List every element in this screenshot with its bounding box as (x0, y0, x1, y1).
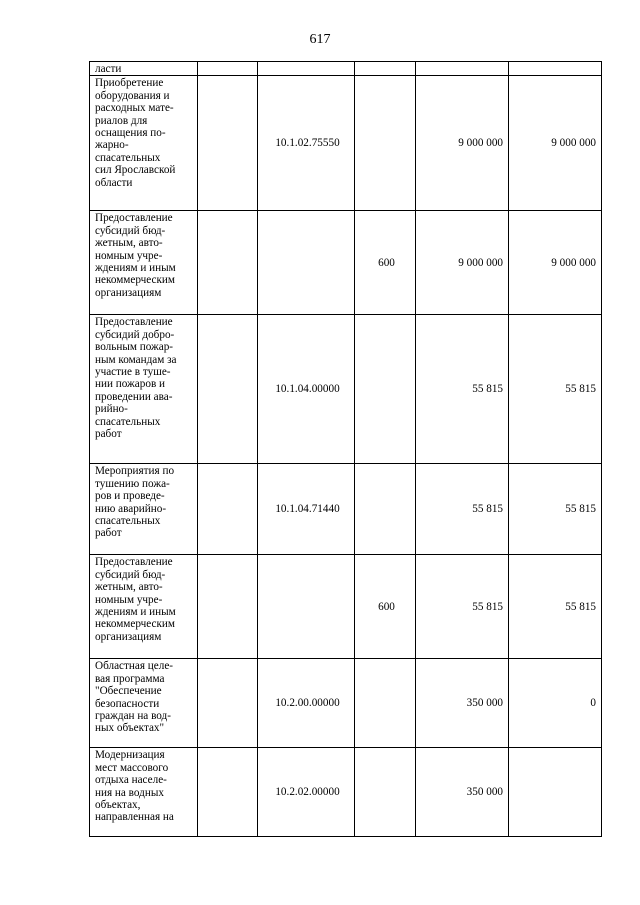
row-amount-2: 9 000 000 (509, 211, 602, 315)
row-code: 10.2.00.00000 (258, 659, 355, 748)
row-amount-2 (509, 748, 602, 837)
budget-table (89, 61, 602, 837)
row-blank (198, 76, 258, 211)
row-name: Приобретение оборудования и расходных мате- риалов для оснащения по- жарно- спасательных сил Ярославской области (90, 76, 198, 211)
row-amount-1: 9 000 000 (416, 211, 509, 315)
row-type (355, 76, 416, 211)
row-code (258, 555, 355, 659)
row-blank (198, 659, 258, 748)
row-amount-1: 55 815 (416, 315, 509, 464)
table-row (90, 211, 602, 315)
row-type (355, 315, 416, 464)
table-row (90, 315, 602, 464)
row-code: 10.2.02.00000 (258, 748, 355, 837)
row-type: 600 (355, 211, 416, 315)
row-amount-2: 55 815 (509, 464, 602, 555)
row-blank (198, 748, 258, 837)
row-blank (198, 464, 258, 555)
page-number: 617 (309, 32, 331, 47)
row-amount-1: 55 815 (416, 464, 509, 555)
table-row (90, 659, 602, 748)
table-row (90, 464, 602, 555)
row-type (355, 659, 416, 748)
table-row (90, 748, 602, 837)
row-code (258, 211, 355, 315)
row-amount-2: 55 815 (509, 315, 602, 464)
row-name: Модернизация мест массового отдыха населе- ния на водных объектах, направленная на (90, 748, 198, 837)
row-amount-2: 0 (509, 659, 602, 748)
table-row (90, 76, 602, 211)
row-code: 10.1.04.71440 (258, 464, 355, 555)
row-code: 10.1.02.75550 (258, 76, 355, 211)
row-name: Предоставление субсидий добро- вольным пожар- ным командам за участие в туше- нии пожаров и проведении ава- рийно- спасательных работ (90, 315, 198, 464)
row-type: 600 (355, 555, 416, 659)
table-row (90, 555, 602, 659)
row-amount-2 (509, 62, 602, 76)
row-name: ласти (90, 62, 198, 76)
row-amount-1: 350 000 (416, 748, 509, 837)
row-name: Областная целе- вая программа "Обеспечение безопасности граждан на вод- ных объектах" (90, 659, 198, 748)
row-blank (198, 315, 258, 464)
row-amount-2: 9 000 000 (509, 76, 602, 211)
row-amount-1: 55 815 (416, 555, 509, 659)
row-amount-1: 350 000 (416, 659, 509, 748)
row-type (355, 62, 416, 76)
row-name: Предоставление субсидий бюд- жетным, авто- номным учре- ждениям и иным некоммерческим организациям (90, 211, 198, 315)
table-row (90, 62, 602, 76)
row-type (355, 464, 416, 555)
row-code: 10.1.04.00000 (258, 315, 355, 464)
row-amount-1: 9 000 000 (416, 76, 509, 211)
row-blank (198, 555, 258, 659)
row-name: Мероприятия по тушению пожа- ров и проведе- нию аварийно- спасательных работ (90, 464, 198, 555)
row-amount-1 (416, 62, 509, 76)
row-type (355, 748, 416, 837)
row-name: Предоставление субсидий бюд- жетным, авто- номным учре- ждениям и иным некоммерческим организациям (90, 555, 198, 659)
row-code (258, 62, 355, 76)
row-blank (198, 62, 258, 76)
row-amount-2: 55 815 (509, 555, 602, 659)
row-blank (198, 211, 258, 315)
